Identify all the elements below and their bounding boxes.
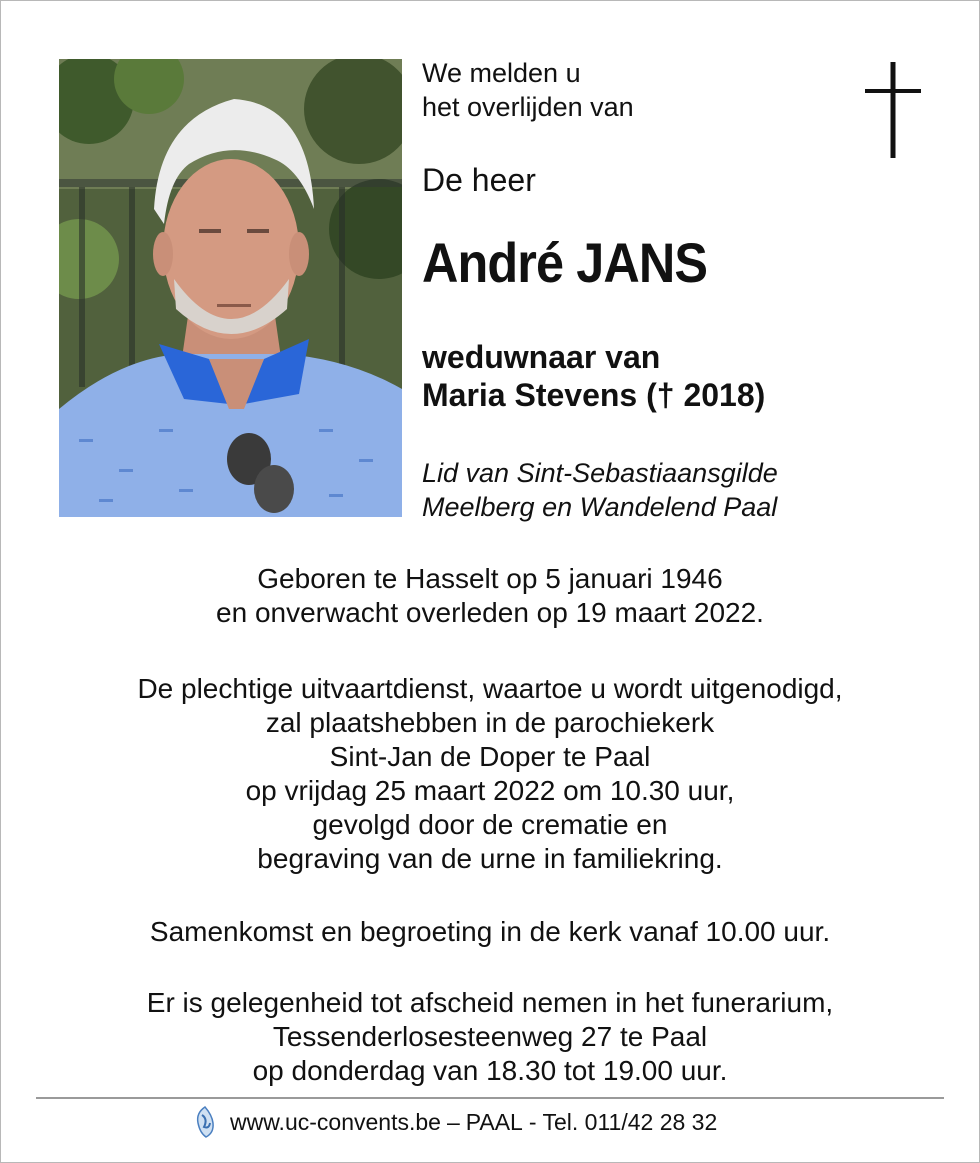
- membership: [422, 456, 778, 524]
- text-line: zal plaatshebben in de parochiekerk: [265, 707, 715, 738]
- text-line: op donderdag van 18.30 tot 19.00 uur.: [252, 1055, 728, 1086]
- farewell-paragraph: [0, 986, 980, 1088]
- birth-death-paragraph: [0, 562, 980, 630]
- announcement-line-2: het overlijden van: [422, 92, 634, 122]
- text-line: gevolgd door de crematie en: [312, 809, 668, 840]
- cross-icon: [865, 62, 921, 158]
- honorific: De heer: [422, 162, 536, 198]
- membership-line-1: Lid van Sint-Sebastiaansgilde: [422, 458, 778, 488]
- footer-phone: - Tel. 011/42 28 32: [528, 1108, 718, 1135]
- footer-divider: [36, 1097, 944, 1099]
- spouse-info: [422, 338, 765, 414]
- text-line: op vrijdag 25 maart 2022 om 10.30 uur,: [245, 775, 735, 806]
- text-line: Samenkomst en begroeting in de kerk vanaf 10.00 uur.: [149, 916, 831, 947]
- footer: [192, 1102, 717, 1142]
- spouse-line-1: weduwnaar van: [422, 339, 661, 375]
- text-line: Sint-Jan de Doper te Paal: [329, 741, 651, 772]
- announcement: [422, 56, 634, 124]
- text-line: begraving van de urne in familiekring.: [257, 843, 723, 874]
- footer-separator: –: [446, 1108, 460, 1135]
- text-line: en onverwacht overleden op 19 maart 2022.: [216, 597, 764, 628]
- footer-place: PAAL: [465, 1108, 523, 1135]
- text-line: De plechtige uitvaartdienst, waartoe u wordt uitgenodigd,: [137, 673, 843, 704]
- text-line: Tessenderlosesteenweg 27 te Paal: [272, 1021, 708, 1052]
- deceased-name: André JANS: [422, 231, 708, 294]
- website-link[interactable]: www.uc-convents.be: [230, 1108, 441, 1135]
- funeral-home-logo-icon: [192, 1105, 218, 1139]
- text-line: Geboren te Hasselt op 5 januari 1946: [257, 563, 723, 594]
- spouse-line-2: Maria Stevens († 2018): [422, 377, 766, 413]
- membership-line-2: Meelberg en Wandelend Paal: [422, 492, 778, 522]
- gathering-paragraph: [0, 915, 980, 949]
- funeral-paragraph: [0, 672, 980, 876]
- announcement-line-1: We melden u: [422, 58, 581, 88]
- portrait-photo: [59, 59, 402, 517]
- text-line: Er is gelegenheid tot afscheid nemen in het funerarium,: [146, 987, 834, 1018]
